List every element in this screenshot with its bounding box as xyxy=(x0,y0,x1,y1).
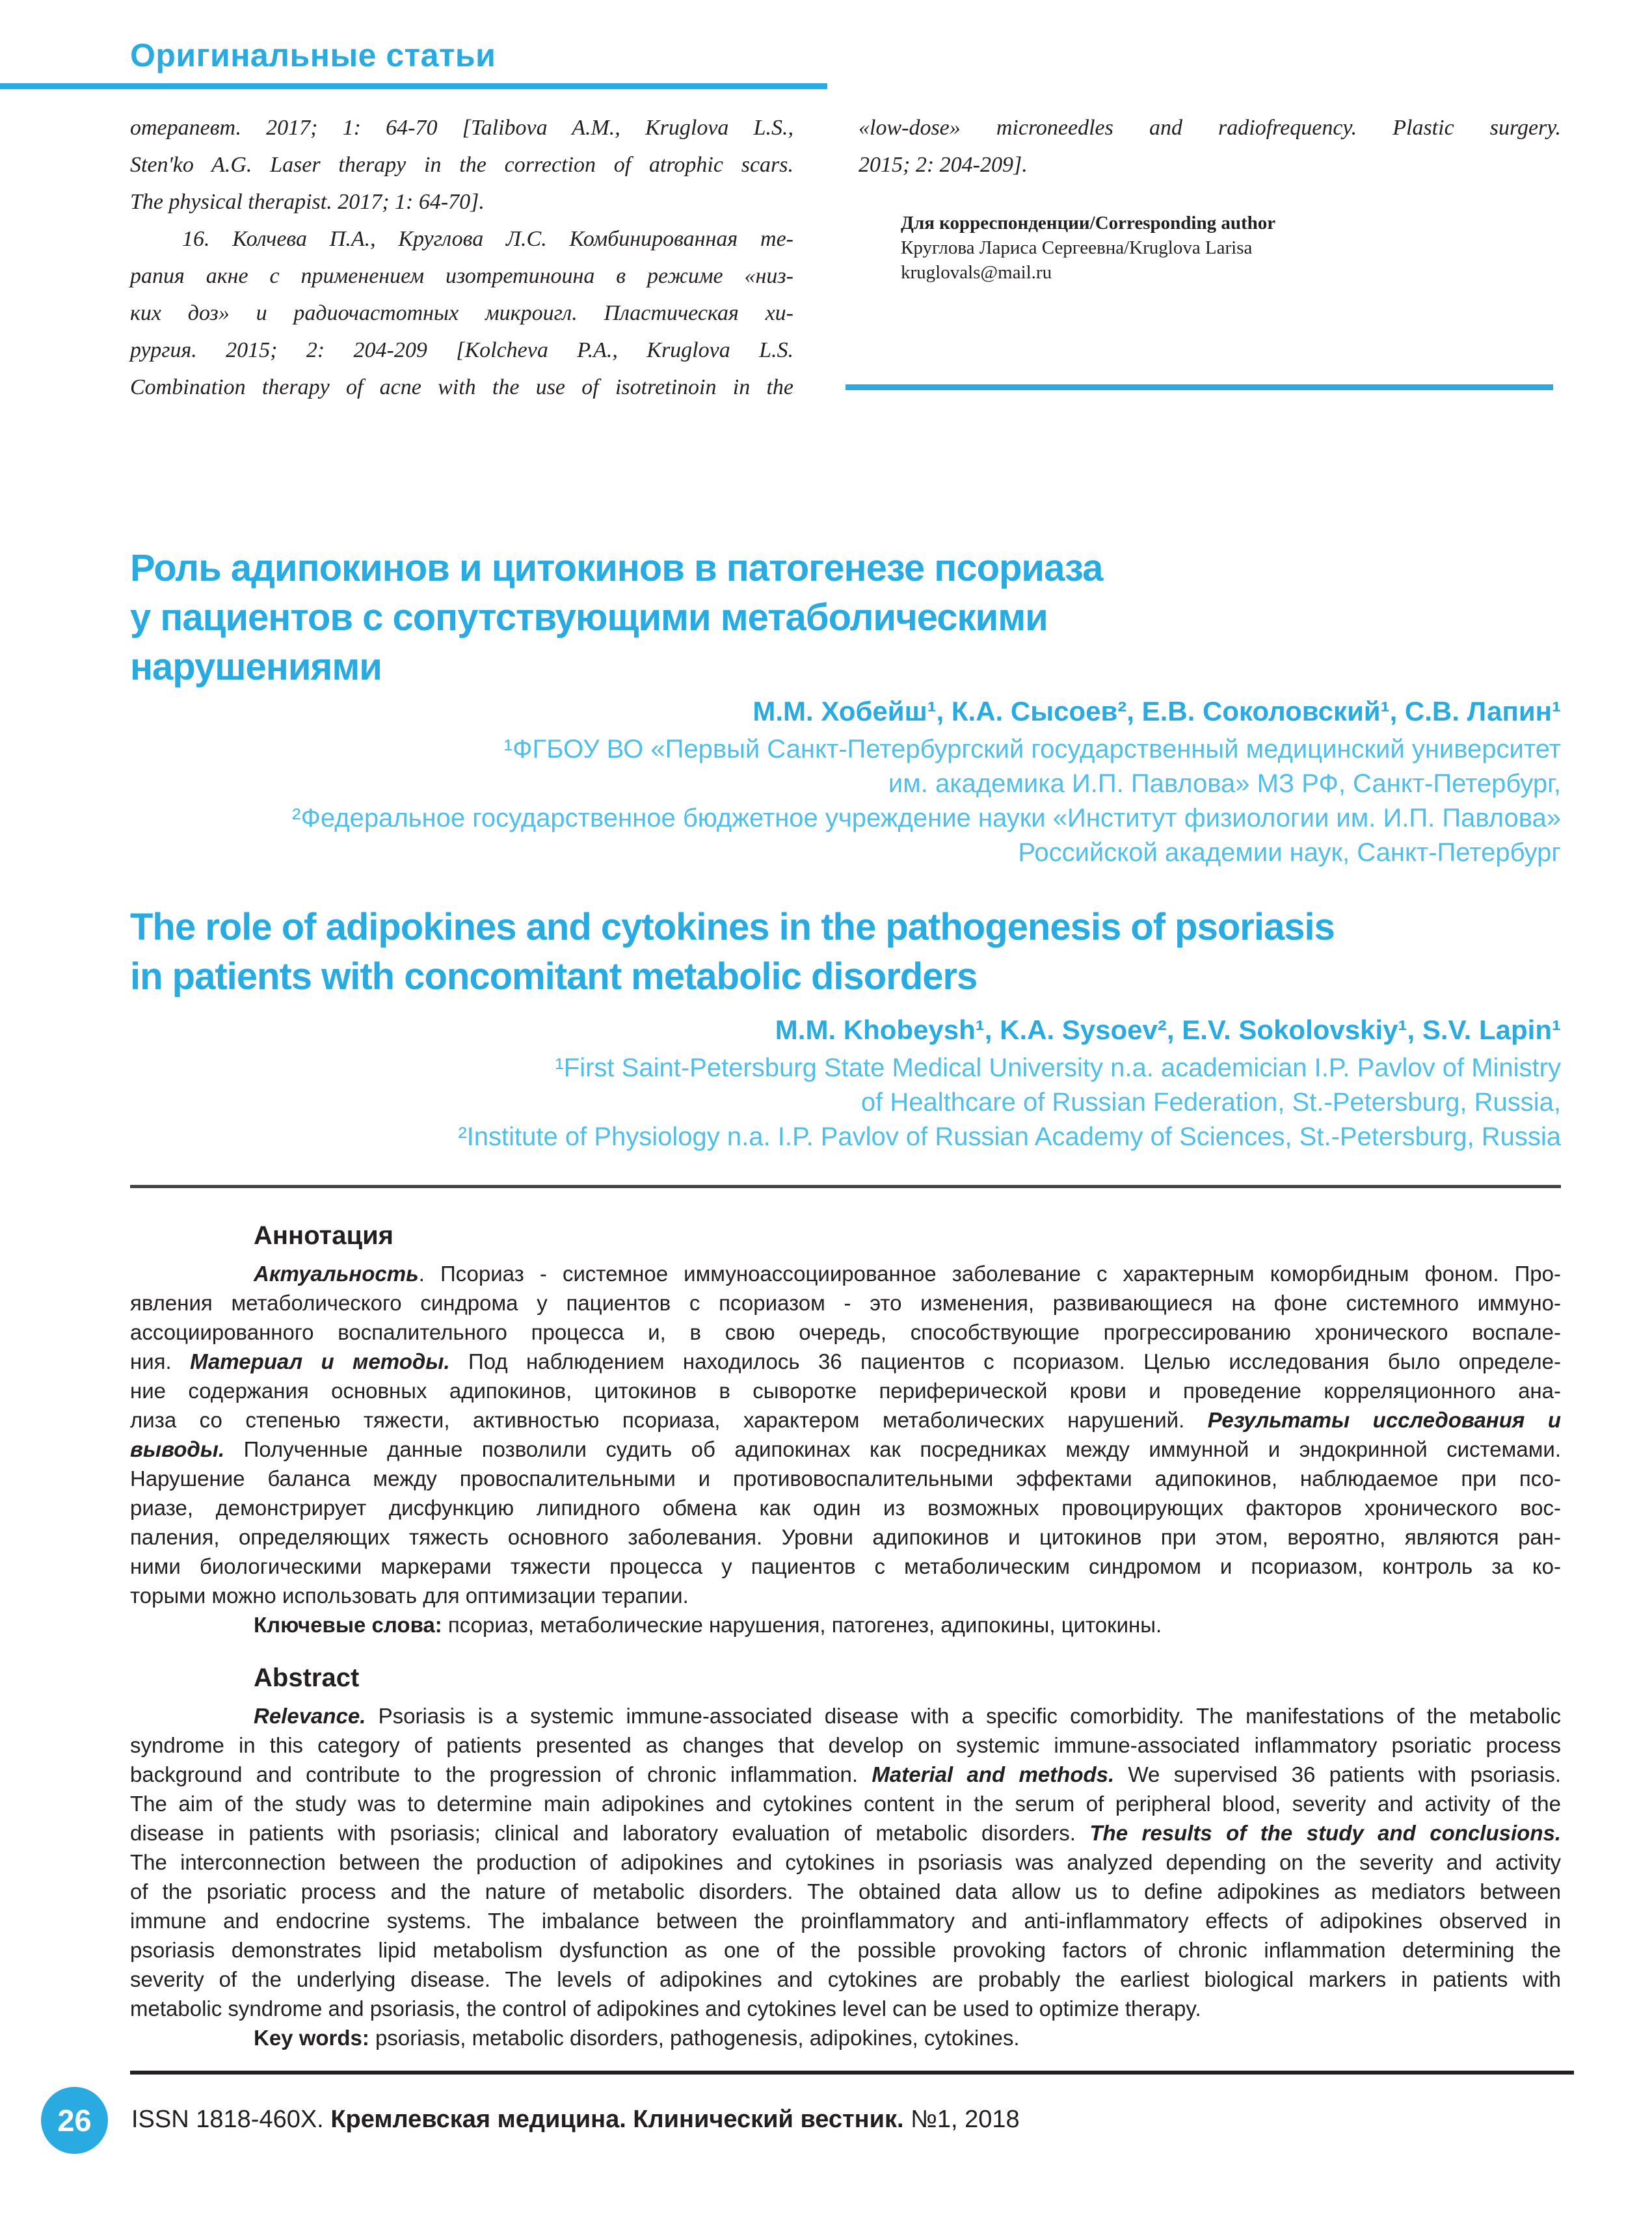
text-line: рургия. 2015; 2: 204-209 [Kolcheva P.A., Kruglova L.S. xyxy=(130,338,793,362)
affiliations-ru xyxy=(130,732,1561,870)
corresponding-author-name: Круглова Лариса Сергеевна/Kruglova Larisa xyxy=(901,237,1253,258)
text-line: The interconnection between the production of adipokines and cytokines in psoriasis was analyzed depending on the severity and activity xyxy=(130,1850,1561,1874)
text-line: ние содержания основных адипокинов, цитокинов в сыворотке периферической крови и проведение корреляционного ана- xyxy=(130,1379,1561,1403)
page-number: 26 xyxy=(57,2103,92,2138)
corresponding-author-block xyxy=(901,211,1275,285)
footer-issn: ISSN 1818-460X. xyxy=(131,2106,331,2133)
footer-issue: №1, 2018 xyxy=(903,2106,1020,2133)
text-line: syndrome in this category of patients presented as changes that develop on systemic immune-associated inflammatory psoriatic process xyxy=(130,1733,1561,1757)
abstract-divider-rule xyxy=(130,1185,1561,1188)
header-rule xyxy=(0,83,827,89)
text-line: паления, определяющих тяжесть основного заболевания. Уровни адипокинов и цитокинов при этом, вероятно, являются ран- xyxy=(130,1525,1561,1549)
affiliations-en xyxy=(130,1051,1561,1154)
text-line: Актуальность. Псориаз - системное иммуноассоциированное заболевание с характерным коморбидным фоном. Про- xyxy=(254,1262,1561,1286)
text-line: Роль адипокинов и цитокинов в патогенезе псориаза xyxy=(130,547,1103,589)
text-line: Ключевые слова: псориаз, метаболические нарушения, патогенез, адипокины, цитокины. xyxy=(254,1613,1162,1637)
abstract-heading-ru: Аннотация xyxy=(254,1221,393,1250)
text-line: ними биологическими маркерами тяжести процесса у пациентов с метаболическим синдромом и псориазом, контроль за ко- xyxy=(130,1554,1561,1578)
text-line: Relevance. Psoriasis is a systemic immune-associated disease with a specific comorbidity. The manifestations of the metabolic xyxy=(254,1704,1561,1728)
text-line: рапия акне с применением изотретиноина в режиме «низ- xyxy=(130,264,793,288)
footer-journal-name: Кремлевская медицина. Клинический вестник. xyxy=(330,2106,904,2133)
text-line: ¹ФГБОУ ВО «Первый Санкт-Петербургский государственный медицинский университет xyxy=(503,735,1561,763)
text-line: The physical therapist. 2017; 1: 64-70]. xyxy=(130,190,485,214)
text-line: ких доз» и радиочастотных микроигл. Пластическая хи- xyxy=(130,301,793,325)
text-line: background and contribute to the progression of chronic inflammation. Material and methods. We supervised 36 patients with psoriasis. xyxy=(130,1762,1561,1786)
text-line: нарушениями xyxy=(130,646,382,688)
text-line: им. академика И.П. Павлова» МЗ РФ, Санкт-Петербург, xyxy=(888,769,1561,798)
text-line: Key words: psoriasis, metabolic disorders, pathogenesis, adipokines, cytokines. xyxy=(254,2026,1020,2050)
text-line: 16. Колчева П.А., Круглова Л.С. Комбинированная те- xyxy=(182,227,793,251)
text-line: metabolic syndrome and psoriasis, the control of adipokines and cytokines level can be used to optimize therapy. xyxy=(130,1996,1201,2021)
section-header xyxy=(130,36,496,74)
abstract-heading-en: Abstract xyxy=(254,1664,360,1692)
text-line: лиза со степенью тяжести, активностью псориаза, характером метаболических нарушений. Результаты исследования и xyxy=(130,1408,1561,1432)
text-line: Sten'ko A.G. Laser therapy in the correction of atrophic scars. xyxy=(130,153,793,177)
text-line: psoriasis demonstrates lipid metabolism dysfunction as one of the possible provoking factors of chronic inflammation determining the xyxy=(130,1938,1561,1962)
text-line: 2015; 2: 204-209]. xyxy=(859,153,1028,177)
text-line: The aim of the study was to determine main adipokines and cytokines content in the serum of peripheral blood, severity and activity of the xyxy=(130,1792,1561,1816)
text-line: severity of the underlying disease. The levels of adipokines and cytokines are probably the earliest biological markers in patients with xyxy=(130,1967,1561,1991)
authors-en: M.M. Khobeysh¹, K.A. Sysoev², E.V. Sokolovskiy¹, S.V. Lapin¹ xyxy=(775,1015,1561,1045)
corresponding-author-heading: Для корреспонденции/Corresponding author xyxy=(901,213,1276,233)
references-right-column xyxy=(859,109,1561,183)
text-line: явления метаболического синдрома у пациентов с псориазом - это изменения, развивающиеся на фоне системного иммуно- xyxy=(130,1291,1561,1315)
footer-citation xyxy=(131,2106,1020,2134)
text-line: The role of adipokines and cytokines in the pathogenesis of psoriasis xyxy=(130,906,1335,948)
section-header-label: Оригинальные статьи xyxy=(130,37,496,73)
text-line: ния. Материал и методы. Под наблюдением находилось 36 пациентов с псориазом. Целью исследования было определе- xyxy=(130,1349,1561,1373)
article-title-en xyxy=(130,903,1567,1001)
text-line: риазе, демонстрирует дисфункцию липидного обмена как один из возможных провоцирующих факторов хронического вос- xyxy=(130,1496,1561,1520)
text-line: у пациентов с сопутствующими метаболическими xyxy=(130,596,1048,639)
article-title-ru xyxy=(130,544,1567,692)
corresponding-block-rule xyxy=(846,384,1553,390)
abstract-en xyxy=(130,1701,1561,2052)
text-line: торыми можно использовать для оптимизации терапии. xyxy=(130,1584,689,1608)
text-line: Российской академии наук, Санкт-Петербург xyxy=(1018,838,1561,867)
text-line: ²Institute of Physiology n.a. I.P. Pavlov of Russian Academy of Sciences, St.-Petersburg, Russia xyxy=(458,1122,1561,1151)
text-line: ассоциированного воспалительного процесса и, в свою очередь, способствующие прогрессированию хронического воспале- xyxy=(130,1320,1561,1344)
text-line: выводы. Полученные данные позволили судить об адипокинах как посредниках между иммунной и эндокринной системами. xyxy=(130,1437,1561,1461)
text-line: «low-dose» microneedles and radiofrequency. Plastic surgery. xyxy=(859,116,1561,140)
footer-rule xyxy=(130,2071,1574,2075)
references-left-column xyxy=(130,109,793,406)
text-line: ¹First Saint-Petersburg State Medical University n.a. academician I.P. Pavlov of Ministry xyxy=(555,1054,1561,1082)
text-line: disease in patients with psoriasis; clinical and laboratory evaluation of metabolic disorders. The results of the study and conclusions. xyxy=(130,1821,1561,1845)
abstract-ru xyxy=(130,1259,1561,1639)
text-line: in patients with concomitant metabolic disorders xyxy=(130,955,978,998)
text-line: отерапевт. 2017; 1: 64-70 [Talibova A.M., Kruglova L.S., xyxy=(130,116,793,140)
text-line: immune and endocrine systems. The imbalance between the proinflammatory and anti-inflammatory effects of adipokines observed in xyxy=(130,1909,1561,1933)
text-line: of the psoriatic process and the nature of metabolic disorders. The obtained data allow us to define adipokines as mediators between xyxy=(130,1879,1561,1903)
text-line: Combination therapy of acne with the use of isotretinoin in the xyxy=(130,375,793,399)
corresponding-author-email: kruglovals@mail.ru xyxy=(901,262,1052,283)
text-line: of Healthcare of Russian Federation, St.-Petersburg, Russia, xyxy=(860,1088,1561,1117)
text-line: ²Федеральное государственное бюджетное учреждение науки «Институт физиологии им. И.П. Павлова» xyxy=(292,804,1561,832)
page-number-badge xyxy=(41,2087,108,2154)
authors-ru: М.М. Хобейш¹, К.А. Сысоев², Е.В. Соколовский¹, С.В. Лапин¹ xyxy=(753,696,1561,726)
text-line: Нарушение баланса между провоспалительными и противовоспалительными эффектами адипокинов, наблюдаемое при псо- xyxy=(130,1466,1561,1491)
